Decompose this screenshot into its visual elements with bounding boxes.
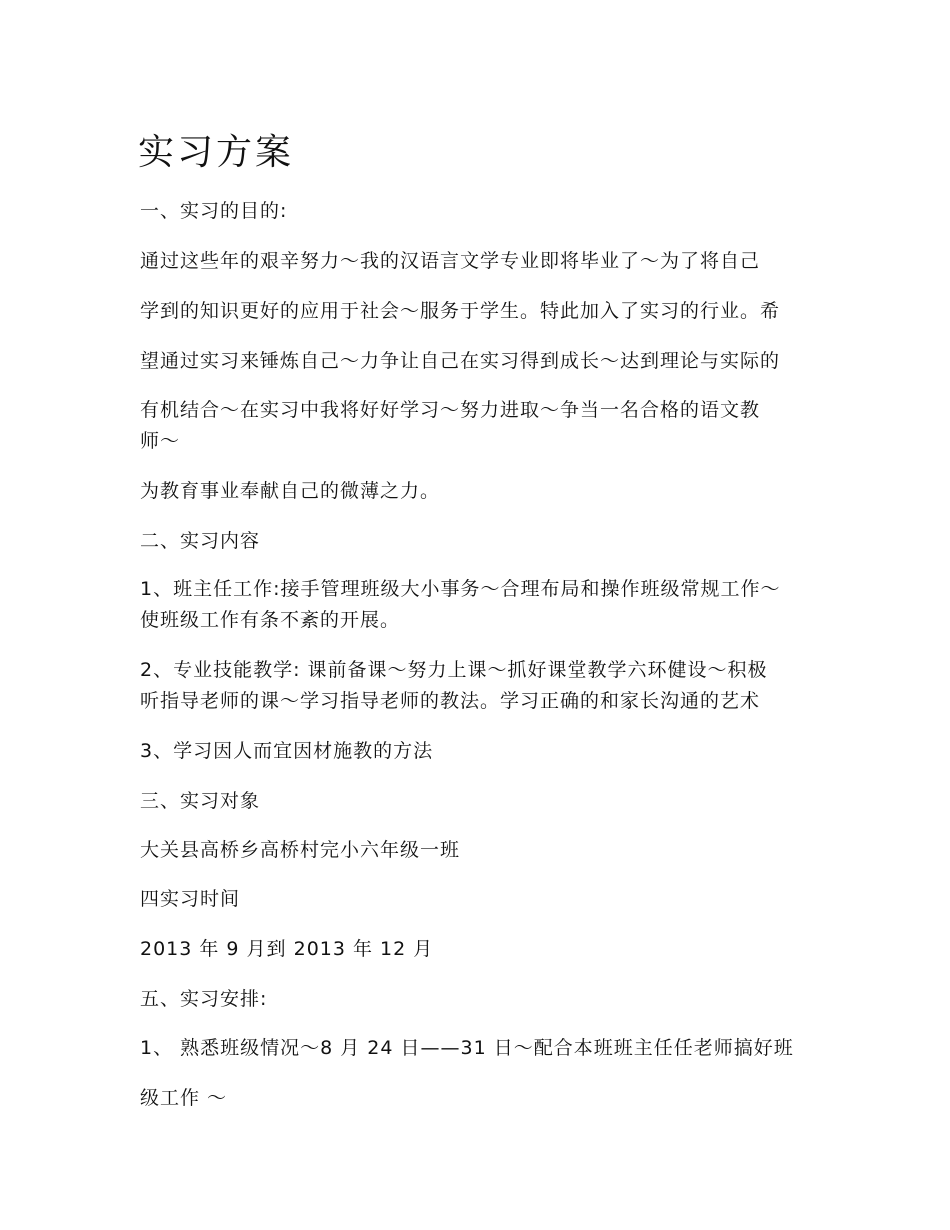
list-item-line: 使班级工作有条不紊的开展。 [140, 609, 401, 631]
paragraph-line: 为教育事业奉献自己的微薄之力。 [140, 480, 441, 502]
section-heading-time: 四实习时间 [140, 888, 241, 910]
section-heading-schedule: 五、实习安排: [140, 988, 268, 1010]
list-item-line: 1、班主任工作:接手管理班级大小事务～合理布局和操作班级常规工作～ [140, 578, 781, 600]
list-item-line: 听指导老师的课～学习指导老师的教法。学习正确的和家长沟通的艺术 [140, 690, 761, 712]
paragraph-line: 望通过实习来锤炼自己～力争让自己在实习得到成长～达到理论与实际的 [140, 350, 781, 372]
list-item-line: 3、学习因人而宜因材施教的方法 [140, 740, 434, 762]
list-item-line: 级工作 ～ [140, 1087, 228, 1109]
list-item-line: 2、专业技能教学: 课前备课～努力上课～抓好课堂教学六环健设～积极 [140, 659, 768, 681]
page-title: 实习方案 [138, 132, 295, 173]
paragraph-line: 大关县高桥乡高桥村完小六年级一班 [140, 839, 461, 861]
paragraph-line: 2013 年 9 月到 2013 年 12 月 [140, 938, 434, 960]
paragraph-line: 学到的知识更好的应用于社会～服务于学生。特此加入了实习的行业。希 [140, 300, 781, 322]
section-heading-target: 三、实习对象 [140, 790, 261, 812]
paragraph-line: 有机结合～在实习中我将好好学习～努力进取～争当一名合格的语文教 [140, 399, 761, 421]
paragraph-line: 师～ [140, 430, 181, 452]
section-heading-content: 二、实习内容 [140, 530, 261, 552]
list-item-line: 1、 熟悉班级情况～8 月 24 日——31 日～配合本班班主任任老师搞好班 [140, 1037, 794, 1059]
section-heading-purpose: 一、实习的目的: [140, 200, 288, 222]
paragraph-line: 通过这些年的艰辛努力～我的汉语言文学专业即将毕业了～为了将自己 [140, 250, 761, 272]
